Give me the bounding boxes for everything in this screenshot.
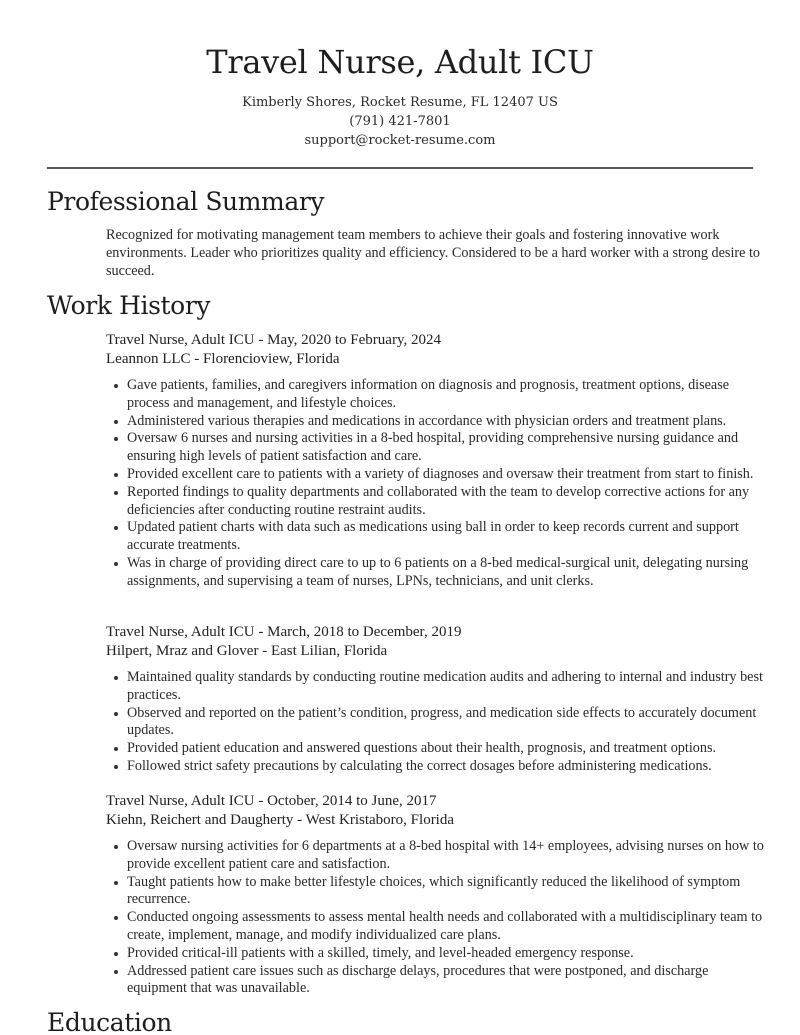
list-item: Addressed patient care issues such as discharge delays, procedures that were postponed, and discharge equipment that was unavailable. <box>106 963 766 999</box>
summary-text: Recognized for motivating management team members to achieve their goals and fostering innovative work environments. Leader who prioritizes quality and efficiency. Considered to be a hard worker with a strong desire to succeed. <box>106 227 760 279</box>
list-item: Provided patient education and answered questions about their health, prognosis, and treatment options. <box>106 740 766 758</box>
list-item: Conducted ongoing assessments to assess mental health needs and collaborated with a multidisciplinary team to create, implement, manage, and modify individualized care plans. <box>106 909 766 945</box>
contact-address: Kimberly Shores, Rocket Resume, FL 12407 US <box>242 95 558 110</box>
job-company-location: Kiehn, Reichert and Daugherty - West Kristaboro, Florida <box>106 812 455 828</box>
list-item: Observed and reported on the patient’s condition, progress, and medication side effects to accurately document updates. <box>106 705 766 741</box>
job-company-location: Hilpert, Mraz and Glover - East Lilian, Florida <box>106 643 388 659</box>
list-item: Provided critical-ill patients with a skilled, timely, and level-headed emergency response. <box>106 945 766 963</box>
bullet-icon <box>114 881 118 885</box>
job-bullets <box>106 377 766 591</box>
list-item: Was in charge of providing direct care to up to 6 patients on a 8-bed medical-surgical unit, delegating nursing assignments, and supervising a team of nurses, LPNs, technicians, and unit clerks. <box>106 555 766 591</box>
bullet-icon <box>114 845 118 849</box>
job-bullets <box>106 669 766 776</box>
section-heading-summary: Professional Summary <box>47 187 325 216</box>
bullet-icon <box>114 765 118 769</box>
list-item: Followed strict safety precautions by calculating the correct dosages before administering medications. <box>106 758 766 776</box>
section-heading-work-history: Work History <box>47 291 211 320</box>
bullet-icon <box>114 970 118 974</box>
contact-email: support@rocket-resume.com <box>304 133 496 148</box>
list-item: Maintained quality standards by conducting routine medication audits and adhering to internal and industry best practices. <box>106 669 766 705</box>
bullet-icon <box>114 916 118 920</box>
bullet-icon <box>114 952 118 956</box>
list-item: Provided excellent care to patients with a variety of diagnoses and oversaw their treatment from start to finish. <box>106 466 766 484</box>
resume-title: Travel Nurse, Adult ICU <box>206 43 594 81</box>
list-item: Reported findings to quality departments and collaborated with the team to develop corrective actions for any deficiencies after conducting routine restraint audits. <box>106 484 766 520</box>
header-divider <box>47 167 753 169</box>
contact-phone: (791) 421-7801 <box>349 114 451 129</box>
list-item: Updated patient charts with data such as medications using ball in order to keep records current and support accurate treatments. <box>106 519 766 555</box>
job-bullets <box>106 838 766 998</box>
bullet-icon <box>114 437 118 441</box>
bullet-icon <box>114 384 118 388</box>
bullet-icon <box>114 420 118 424</box>
job-company-location: Leannon LLC - Florencioview, Florida <box>106 351 340 367</box>
list-item: Oversaw 6 nurses and nursing activities in a 8-bed hospital, providing comprehensive nursing guidance and ensuring high levels of patient satisfaction and care. <box>106 430 766 466</box>
bullet-icon <box>114 747 118 751</box>
bullet-icon <box>114 491 118 495</box>
list-item: Taught patients how to make better lifestyle choices, which significantly reduced the likelihood of symptom recurrence. <box>106 874 766 910</box>
job-title-dates: Travel Nurse, Adult ICU - May, 2020 to February, 2024 <box>106 332 441 348</box>
bullet-icon <box>114 676 118 680</box>
job-title-dates: Travel Nurse, Adult ICU - March, 2018 to December, 2019 <box>106 624 462 640</box>
list-item: Administered various therapies and medications in accordance with physician orders and treatment plans. <box>106 413 766 431</box>
bullet-icon <box>114 526 118 530</box>
bullet-icon <box>114 712 118 716</box>
list-item: Oversaw nursing activities for 6 departments at a 8-bed hospital with 14+ employees, advising nurses on how to provide excellent patient care and satisfaction. <box>106 838 766 874</box>
bullet-icon <box>114 562 118 566</box>
bullet-icon <box>114 473 118 477</box>
section-heading-education: Education <box>47 1008 172 1035</box>
job-title-dates: Travel Nurse, Adult ICU - October, 2014 to June, 2017 <box>106 793 437 809</box>
list-item: Gave patients, families, and caregivers information on diagnosis and prognosis, treatment options, disease process and management, and lifestyle choices. <box>106 377 766 413</box>
